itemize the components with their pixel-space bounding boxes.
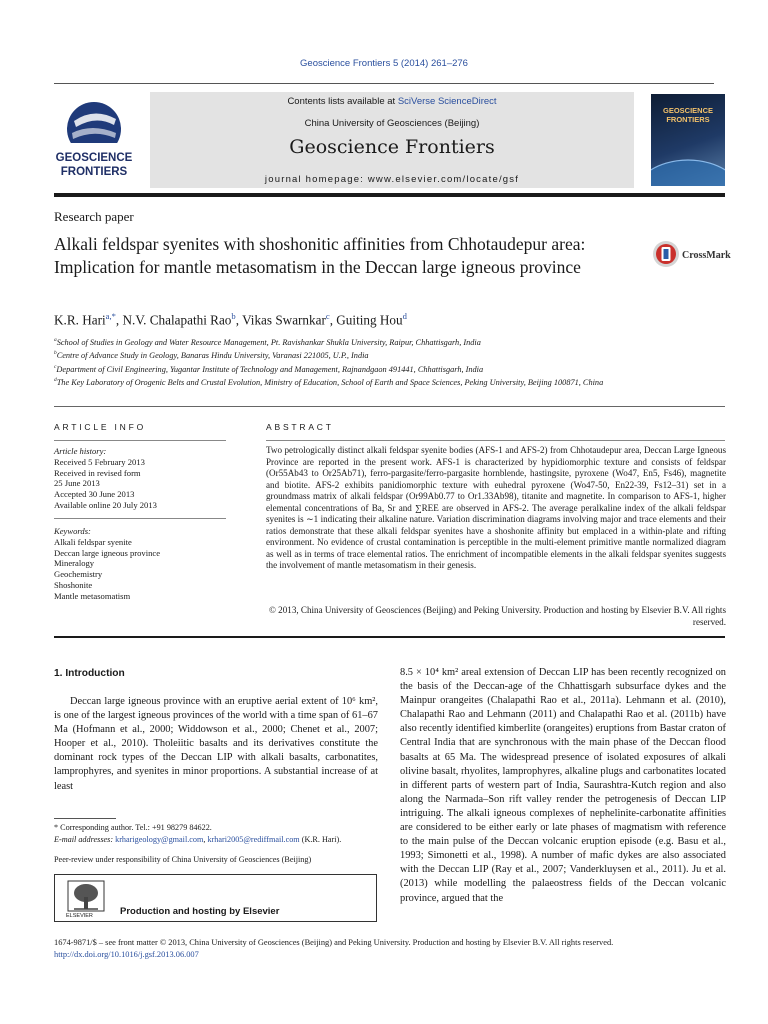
affiliation-item: [54, 362, 654, 375]
email-link[interactable]: krhari2005@rediffmail.com: [207, 834, 300, 844]
email-note: [54, 834, 384, 846]
journal-cover-image: [651, 94, 725, 186]
doi-link[interactable]: http://dx.doi.org/10.1016/j.gsf.2013.06.007: [54, 950, 199, 959]
abstract-text: Two petrologically distinct alkali feldspar syenite bodies (AFS-1 and AFS-2) from Chhotaudepur area, Deccan Large Igneous Province are reported in the present work. AFS-1 is characterized by hypidiomorphic texture and consists of feldspar (Or55Ab43 to Or25Ab71), ferro-pargasite/ferro-pargasite hornblende, hastingsite, pyroxene (Wo47, En5, Fs46), magnetite and biotite. AFS-2 exhibits panidiomorphic texture with euhedral pyroxene (Wo47-50, En22-39, Fs12–31) set in a groundmass matrix of alkali feldspar (Or99Ab0.77 to Or1.33Ab98), titanite and magnetite. In comparison to AFS-1, higher elemental concentrations of Ba, Sr and ∑REE are observed in AFS-2. The average peralkaline index of the alkali feldspar syenites is ∼1 indicating their alkaline nature. Variation discrimination diagrams involving major and trace elements and their ratios demonstrate that these alkali feldspar syenites have a shoshonite affinity but emplaced in a within-plate and rifting environment. No evidence of crustal contamination is perceptible in the multi-element primitive mantle normalized diagram as well as in terms of trace elemental ratios. The enrichment of incompatible elements in the alkali feldspar syenites suggests the involvement of mantle metasomatism in their genesis.: [266, 445, 726, 570]
keyword-item: Mantle metasomatism: [54, 590, 131, 601]
issn-line: 1674-9871/$ – see front matter © 2013, China University of Geosciences (Beijing) and Peking University. Production and hosting by Elsevier B.V. All rights reserved.: [54, 938, 614, 947]
header-rule: [54, 83, 714, 84]
author-affiliation-marker[interactable]: a,*: [105, 311, 116, 321]
contents-prefix: Contents lists available at: [287, 96, 398, 107]
author-affiliation-marker[interactable]: b: [231, 311, 236, 321]
body-text-right-column: 8.5 × 10⁴ km² areal extension of Deccan LIP has been recently recognized on the basis of the Deccan-age of the Chhattisgarh subsurface dykes and the Mainpur orangeites (Chalapathi Rao et al., 2011a). Lehmann et al. (2010), Chalapathi Rao and Lehmann (2011) and Chalapathi Rao et al. (2011b) have also recently identified kimberlite (orangeites) eruptions from Bastar craton of Central India that are synchronous with the main phase of the Deccan flood basalts at 65 Ma. The widespread presence of isolated exposures of alkali olivine basalt, rhyolites, lamprophyres, alkaline plugs and carbonatites located in different parts of western part of India, Saurashtra-Kutch region and also along the Narmada–Son rift valley render the petrogenesis of Deccan LIP intriguing. The alkali igneous complexes of nephelinite-carbonatite affinities are considered to be either early or late phases of magmatism with reference to the main pulse of the Deccan volcanic eruption episode (e.g. Basu et al., 1993; Simonetti et al., 1998). A number of mafic dykes are also associated with the Deccan LIP (Ray et al., 2007; Vanderkluysen et al., 2011). Ju et al. (2013) while modelling the palaeostress fields of the Deccan volcanic province, argued that the: [400, 667, 726, 904]
author-name[interactable]: K.R. Hari: [54, 312, 106, 328]
affiliation-item: [54, 348, 654, 361]
article-info-heading: ARTICLE INFO: [54, 422, 147, 432]
abstract-rule: [266, 440, 725, 441]
keywords-label: Keywords:: [54, 526, 91, 536]
logo-line1: GEOSCIENCE: [55, 152, 133, 164]
affiliation-item: [54, 335, 654, 348]
author-name[interactable]: N.V. Chalapathi Rao: [122, 312, 232, 328]
affiliations: [54, 335, 654, 388]
section-heading: 1. Introduction: [54, 668, 125, 679]
peer-review-note: Peer-review under responsibility of China University of Geosciences (Beijing): [54, 855, 312, 864]
history-item: 25 June 2013: [54, 478, 100, 489]
author-affiliation-marker[interactable]: d: [402, 311, 407, 321]
publisher-name: China University of Geosciences (Beijing): [304, 118, 480, 129]
author-affiliation-marker[interactable]: c: [325, 311, 330, 321]
body-text-left-column: Deccan large igneous province with an eruptive aerial extent of 10⁶ km², is one of the largest igneous provinces of the world with a time span of 61–67 Ma (Hofmann et al., 2000; Widdowson et al., 2000; Chenet et al., 2007; Hooper et al., 2010). Tholeiitic basalts and its derivatives constitute the dominant rock types of the Deccan LIP with alkali basalts, carbonatites, lamprophyres, and syenites in minor proportions. A substantial increase of at least: [54, 696, 378, 792]
keyword-item: Geochemistry: [54, 569, 103, 580]
footnote-rule: [54, 818, 116, 819]
author-name[interactable]: Guiting Hou: [336, 312, 403, 328]
email-label: E-mail addresses:: [54, 834, 116, 844]
affiliation-text: Centre of Advance Study in Geology, Banaras Hindu University, Varanasi 221005, U.P., India: [56, 351, 369, 361]
elsevier-hosting-text: Production and hosting by Elsevier: [120, 906, 280, 917]
history-item: Received 5 February 2013: [54, 456, 145, 467]
author-list: K.R. Hari$^{a,*}$, N.V. Chalapathi Rao$^b$, Vikas Swarnkar$^c$, Guiting Hou$^d$: [54, 311, 407, 328]
corresponding-author-note: * Corresponding author. Tel.: +91 98279 84622.: [54, 823, 212, 832]
cover-line1: GEOSCIENCE: [662, 106, 713, 115]
article-history: [54, 446, 234, 511]
affiliation-key: a: [54, 337, 57, 343]
affiliation-item: [54, 375, 654, 388]
affiliation-text: The Key Laboratory of Orogenic Belts and Crustal Evolution, Ministry of Education, School of Earth and Space Sciences, Peking University, Beijing 100871, China: [56, 377, 604, 387]
crossmark-button[interactable]: [652, 238, 732, 270]
author-name[interactable]: Vikas Swarnkar: [242, 312, 326, 328]
footnotes: [54, 822, 384, 845]
affiliation-key: d: [54, 376, 57, 383]
keywords-rule: [54, 518, 226, 519]
affiliation-key: c: [54, 363, 57, 370]
crossmark-label: CrossMark: [682, 250, 731, 261]
history-label: Article history:: [54, 446, 107, 456]
geoscience-frontiers-logo-icon: [54, 99, 134, 183]
header-thick-rule: [54, 193, 725, 197]
keyword-item: Alkali feldspar syenite: [54, 536, 132, 547]
affiliation-key: b: [54, 350, 57, 357]
article-info-rule: [54, 440, 226, 441]
journal-homepage[interactable]: journal homepage: www.elsevier.com/locate/gsf: [264, 174, 520, 185]
keyword-item: Shoshonite: [54, 579, 93, 590]
email-separator: ,: [203, 834, 208, 844]
abstract-heading: ABSTRACT: [266, 422, 334, 432]
keywords: [54, 526, 234, 602]
keyword-item: Deccan large igneous province: [54, 547, 161, 558]
section-divider: [54, 406, 725, 407]
elsevier-label: ELSEVIER: [66, 913, 93, 919]
article-type: Research paper: [54, 209, 134, 224]
history-item: Received in revised form: [54, 467, 141, 478]
contents-line: [150, 96, 634, 107]
history-item: Available online 20 July 2013: [54, 499, 157, 510]
journal-reference[interactable]: Geoscience Frontiers 5 (2014) 261–276: [300, 58, 468, 69]
email-link[interactable]: krharigeology@gmail.com: [115, 834, 204, 844]
crossmark-icon: [652, 238, 732, 270]
journal-title: Geoscience Frontiers: [289, 136, 495, 158]
elsevier-tree-icon: [66, 879, 106, 913]
email-suffix: (K.R. Hari).: [299, 834, 342, 844]
cover-line2: FRONTIERS: [666, 115, 710, 124]
affiliation-text: School of Studies in Geology and Water Resource Management, Pt. Ravishankar Shukla University, Raipur, Chhattisgarh, India: [56, 337, 481, 347]
affiliation-text: Department of Civil Engineering, Yugantar Institute of Technology and Management, Rajnandgaon 491441, Chhattisgarh, India: [56, 364, 484, 374]
history-item: Accepted 30 June 2013: [54, 489, 135, 500]
logo-line2: FRONTIERS: [60, 166, 128, 178]
article-title: Alkali feldspar syenites with shoshonitic affinities from Chhotaudepur area: Implication for mantle metasomatism in the Deccan large igneous province: [54, 234, 586, 277]
journal-logo: [54, 99, 134, 183]
abstract-copyright: © 2013, China University of Geosciences (Beijing) and Peking University. Production and hosting by Elsevier B.V. All rights reserved.: [269, 605, 726, 627]
abstract-bottom-rule: [54, 636, 725, 638]
cover-earth-icon: [651, 94, 725, 186]
keyword-item: Mineralogy: [54, 558, 95, 569]
sciencedirect-link[interactable]: SciVerse ScienceDirect: [397, 96, 497, 107]
